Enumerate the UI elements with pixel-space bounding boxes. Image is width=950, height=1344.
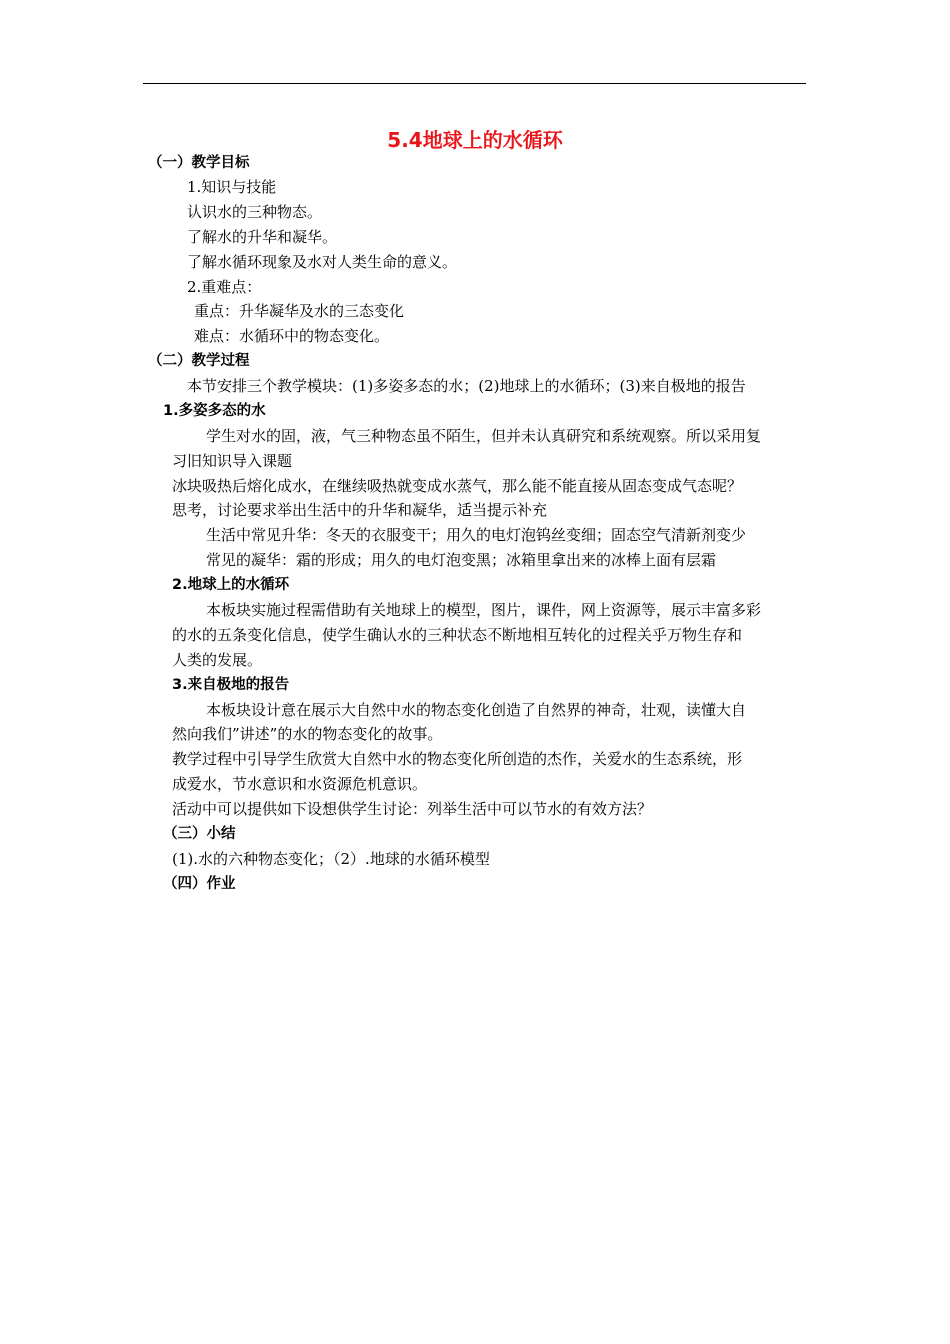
paragraph-line: 学生对水的固，液，气三种物态虽不陌生，但并未认真研究和系统观察。所以采用复 [206, 427, 762, 445]
paragraph-line: 认识水的三种物态。 [187, 203, 323, 221]
subsection-heading-1: 1.多姿多态的水 [163, 403, 266, 419]
paragraph-line: 生活中常见升华：冬天的衣服变干；用久的电灯泡钨丝变细；固态空气清新剂变少 [206, 526, 747, 544]
subheading-knowledge-skills: 1.知识与技能 [187, 178, 277, 196]
paragraph-line: 教学过程中引导学生欣赏大自然中水的物态变化所创造的杰作，关爱水的生态系统，形 [172, 750, 743, 768]
paragraph-line: 了解水循环现象及水对人类生命的意义。 [187, 253, 458, 271]
document-title: 5.4地球上的水循环 [387, 128, 563, 152]
section-heading-summary: （三）小结 [163, 826, 236, 842]
paragraph-line: 然向我们”讲述”的水的物态变化的故事。 [172, 725, 443, 743]
paragraph-line: 活动中可以提供如下设想供学生讨论：列举生活中可以节水的有效方法？ [172, 800, 653, 818]
paragraph-line: 习旧知识导入课题 [172, 452, 293, 470]
paragraph-line: 成爱水，节水意识和水资源危机意识。 [172, 775, 428, 793]
paragraph-line: 难点：水循环中的物态变化。 [194, 327, 390, 345]
section-heading-objectives: （一）教学目标 [148, 155, 250, 171]
paragraph-line: 冰块吸热后熔化成水，在继续吸热就变成水蒸气，那么能不能直接从固态变成气态呢？ [172, 477, 743, 495]
paragraph-line: 了解水的升华和凝华。 [187, 228, 338, 246]
paragraph-line: 思考，讨论要求举出生活中的升华和凝华，适当提示补充 [172, 501, 548, 519]
paragraph-line: 本板块设计意在展示大自然中水的物态变化创造了自然界的神奇，壮观，读懂大自 [206, 701, 747, 719]
subsection-heading-3: 3.来自极地的报告 [172, 677, 290, 693]
subsection-heading-2: 2.地球上的水循环 [172, 577, 290, 593]
paragraph-line: 常见的凝华：霜的形成；用久的电灯泡变黑；冰箱里拿出来的冰棒上面有层霜 [206, 551, 717, 569]
paragraph-line: 的水的五条变化信息，使学生确认水的三种状态不断地相互转化的过程关乎万物生存和 [172, 626, 743, 644]
paragraph-line: 本板块实施过程需借助有关地球上的模型，图片，课件，网上资源等，展示丰富多彩 [206, 601, 762, 619]
header-rule [143, 83, 806, 84]
paragraph-line: 本节安排三个教学模块：(1)多姿多态的水；(2)地球上的水循环；(3)来自极地的报告 [187, 377, 746, 395]
paragraph-line: 重点：升华凝华及水的三态变化 [194, 302, 405, 320]
paragraph-line: (1).水的六种物态变化；（2）.地球的水循环模型 [172, 850, 490, 868]
subheading-key-points: 2.重难点： [187, 278, 262, 296]
section-heading-process: （二）教学过程 [148, 353, 250, 369]
paragraph-line: 人类的发展。 [172, 651, 263, 669]
section-heading-homework: （四）作业 [163, 876, 236, 892]
